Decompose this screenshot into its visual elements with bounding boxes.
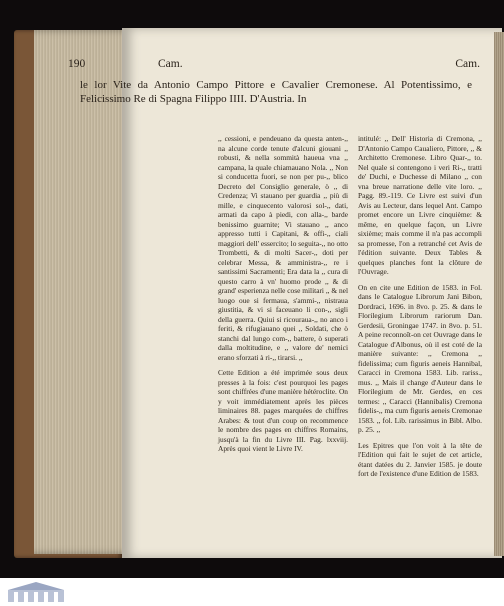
running-head-left: Cam.: [158, 58, 183, 70]
right-column: [358, 134, 482, 485]
epistles-paragraph: Les Epitres que l'on voit à la tête de l'Edition qui fait le sujet de cet article, étant datées du 2. Janvier 1585. je doute fort de l'existence d'une Edition de 1583.: [358, 440, 482, 478]
italian-quote-paragraph: ,, cessioni, e pendeuano da questa anten-,, na alcune corde tenute d'alcuni giouani ,, robusti, & nella sommità haueua vna ,, campana, la quale chiamauano Nola. ,, Non si conducetta fuori, se non per pu-,, blico Decreto del Consiglio generale, ò ,, di Credenza; Vi stauano per guardia ,, più di mille, e cinquecento valorosi sol-,, dati, armati da capo à piedi, con alla-,, barde benissimo guarnite; Vi stauano ,, anco appresso tutti i Capitani, & offi-,, ciali maggiori dell' essercito; lo seguita-,, no otto Trombetti, & di molti Sacer-,, doti per celebrar Messa, & amministra-,, re i santissimi Sacramenti; Era data la ,, cura di questo carro à vn' huomo prode ,, & di grand' esperienza nelle cose militari ,, & nel luogo oue si fermaua, s'ammi-,, nistraua giustitia, & vi si faceuano li con-,, sigli della guerra. Quiui si ricouraua-,, no anco i feriti, & rifugiauano quei ,, Soldati, che ò stanchi dal lungo com-,, battere, ò superati dalla moltitudine, e ,, valore de' nemici erano sforzati à ri-,, tirarsi. ,,: [218, 134, 349, 362]
library-building-icon: [6, 580, 66, 604]
edition-1583-paragraph: On en cite une Edition de 1583. in Fol. dans le Catalogue Librorum Jani Bibon, Dordraci, 1696. in 8vo. p. 25. & dans le Florilegium Librorum rariorum Dan. Gerdesii, Groningae 1747. in 8vo. p. 51. A peine reconnoît-on cet Ouvrage dans le Catalogue d'Albonus, où il est coté de la manière suivante: ,, Cremona ,, fidelissima; cum figuris aeneis Hannibal, Caracci in Cremona 1583. Lib. rariss., mus. ,, Mais il change d'Auteur dans le Florilegium de Mr. Gerdes, en ces termes: ,, Caracci (Hannibalis) Cremona fidelis-,, ma cum figuris aeneis Cremonae 1583. ,, fol. Lib. rarissimus in Bibl. Albo. p. 25. ,,: [358, 282, 482, 434]
page-number: 190: [68, 58, 86, 70]
running-head-right: Cam.: [455, 58, 480, 70]
viewer-footer: [0, 578, 504, 606]
edition-note-paragraph: Cette Edition a été imprimée sous deux presses à la fois: c'est pourquoi les pages sont chiffrées d'une manière hétéroclite. On y voit immédiatement après les pièces liminaires 88. pages marquées de chiffres Arabes: & tout d'un coup on recommence le nombre des pages en chiffres Romains, jusqu'à la fin du Livre III. Pag. lxxviij. Après quoi vient le Livre IV.: [218, 368, 348, 453]
left-column: [218, 134, 348, 460]
book-four-paragraph: intitulé: ,, Dell' Historia di Cremona, ,, D'Antonio Campo Caualiero, Pittore, ,, & Architetto Cremonese. Libro Quar-,, to. Nel quale si contengono i veri Ri-,, tratti de' Duchi, e Duchesse di Milano ,, con vna breue narratione delle vite loro. ,, Pagg. 89.-119. Ce Livre est suivi d'un Avis au Lecteur, dans lequel Ant. Campo promet encore un Livre cinquième: & même, en quelque façon, un Livre sixième; mais comme il n'a pas accompli sa promesse, l'on a retranché cet Avis de l'édition suivante. Deux Tables & quelques planches font la clôture de l'Ouvrage.: [358, 134, 482, 276]
page-edges: [34, 30, 134, 554]
title-line: le lor Vite da Antonio Campo Pittore e Cavalier Cremonese. Al Potentissimo, e Felicissimo Re di Spagna Filippo IIII. D'Austria. In: [80, 79, 472, 105]
right-page-edges: [494, 32, 504, 556]
